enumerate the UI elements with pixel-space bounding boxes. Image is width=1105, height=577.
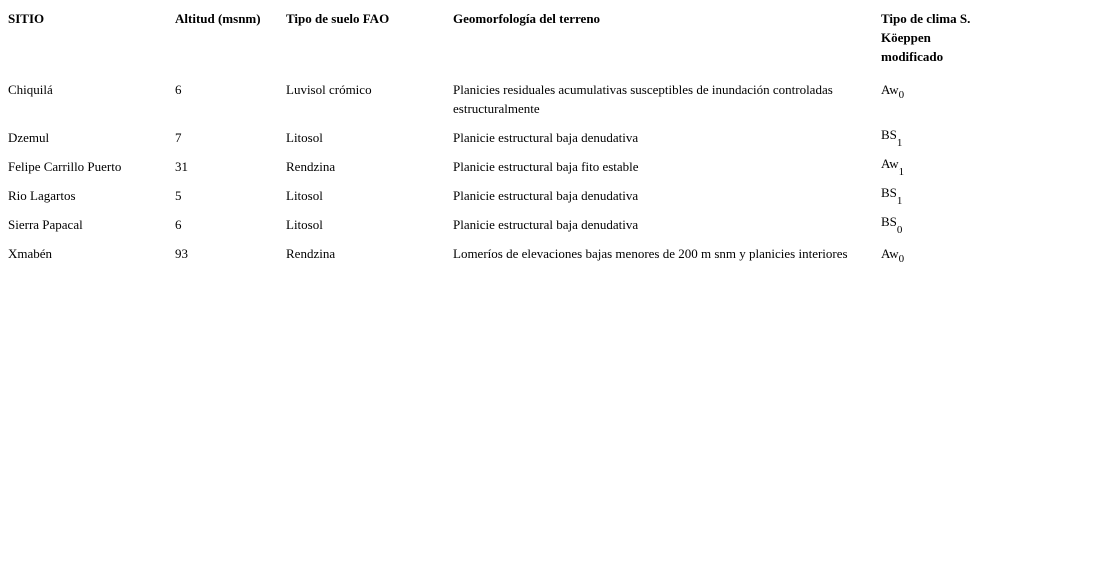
clima-subscript: 0 [898,253,905,265]
cell-geomorfologia: Planicies residuales acumulativas susceptibles de inundación controladas estructuralmente [453,82,833,116]
cell-clima [873,75,1040,123]
header-tipo-clima: Tipo de clima S. Köeppen modificado [881,11,971,64]
cell-suelo: Litosol [286,217,323,232]
cell-altitud: 31 [175,159,188,174]
cell-clima [873,210,1040,239]
clima-base: Aw [881,156,899,171]
site-characteristics-table [0,0,1040,268]
cell-clima [873,239,1040,268]
header-geomorfologia: Geomorfología del terreno [453,11,601,26]
cell-sitio: Sierra Papacal [8,217,83,232]
cell-clima [873,152,1040,181]
cell-suelo: Rendzina [286,159,336,174]
cell-geomorfologia: Planicie estructural baja fito estable [453,159,639,174]
cell-geomorfologia: Lomeríos de elevaciones bajas menores de 200 m snm y planicies interiores [453,246,848,261]
table-row [0,210,1040,239]
clima-base: BS [881,185,897,200]
clima-base: BS [881,214,897,229]
cell-geomorfologia: Planicie estructural baja denudativa [453,130,639,145]
table-row [0,75,1040,123]
cell-clima [873,123,1040,152]
table-header [0,0,1040,75]
cell-altitud: 93 [175,246,188,261]
header-tipo-suelo: Tipo de suelo FAO [286,11,390,26]
clima-subscript: 0 [896,224,903,236]
cell-geomorfologia: Planicie estructural baja denudativa [453,188,639,203]
clima-base: Aw [881,246,899,261]
clima-subscript: 1 [896,137,903,149]
table-row [0,152,1040,181]
header-sitio: SITIO [8,11,45,26]
cell-suelo: Litosol [286,130,323,145]
cell-altitud: 5 [175,188,182,203]
clima-subscript: 0 [898,89,905,101]
clima-subscript: 1 [896,195,903,207]
clima-base: Aw [881,82,899,97]
cell-clima [873,181,1040,210]
table-row [0,239,1040,268]
cell-suelo: Luvisol crómico [286,82,372,97]
clima-base: BS [881,127,897,142]
cell-sitio: Xmabén [8,246,53,261]
cell-sitio: Rio Lagartos [8,188,76,203]
cell-sitio: Felipe Carrillo Puerto [8,159,122,174]
clima-subscript: 1 [898,166,905,178]
cell-altitud: 6 [175,217,182,232]
cell-suelo: Litosol [286,188,323,203]
cell-suelo: Rendzina [286,246,336,261]
table-row [0,181,1040,210]
header-row [0,0,1040,75]
cell-altitud: 6 [175,82,182,97]
cell-altitud: 7 [175,130,182,145]
table-body [0,75,1040,268]
cell-sitio: Dzemul [8,130,50,145]
cell-sitio: Chiquilá [8,82,53,97]
cell-geomorfologia: Planicie estructural baja denudativa [453,217,639,232]
header-altitud: Altitud (msnm) [175,11,261,26]
table-row [0,123,1040,152]
